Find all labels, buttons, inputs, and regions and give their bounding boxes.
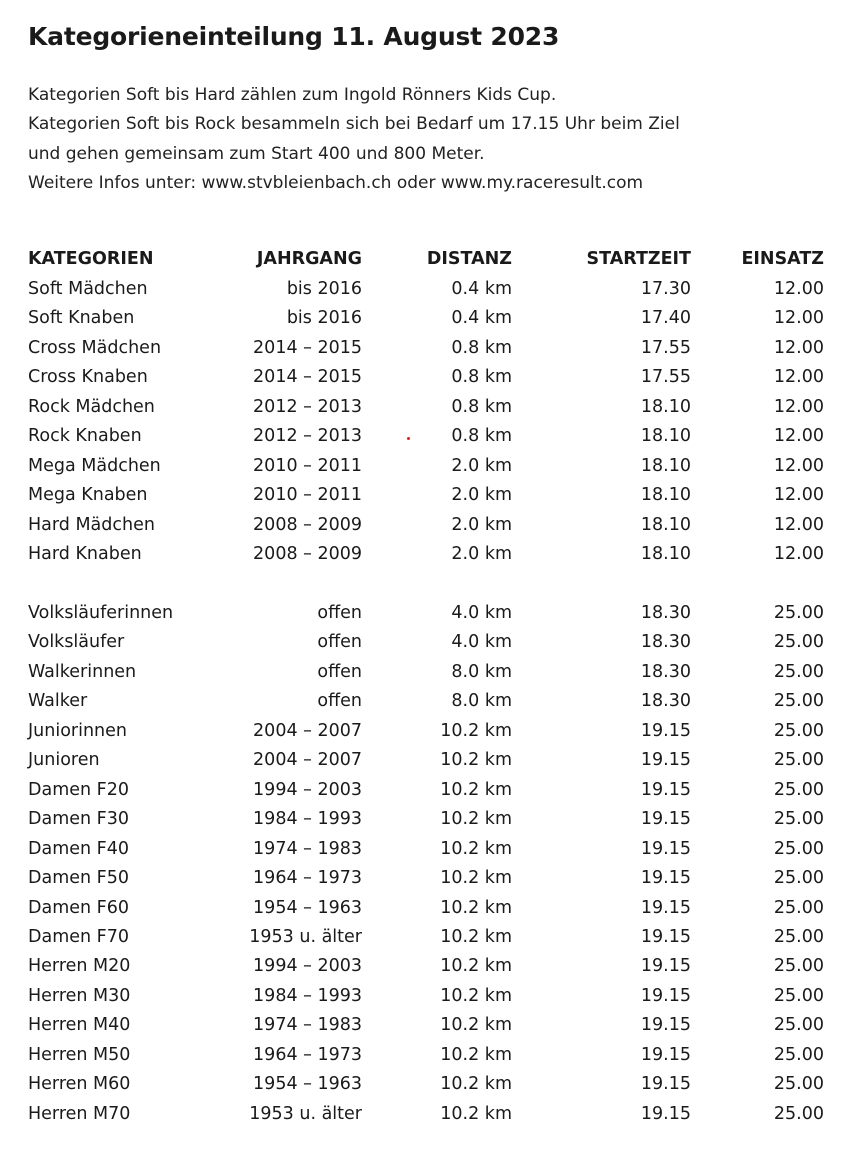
cell-distanz: 0.8 km	[451, 367, 512, 388]
cell-einsatz: 25.00	[773, 1074, 824, 1095]
cell-startzeit: 18.10	[640, 485, 691, 506]
adult-categories	[28, 599, 824, 1129]
cell-kategorie: Herren M30	[28, 985, 131, 1006]
cell-jahrgang: 2008 – 2009	[253, 544, 362, 565]
table-row	[28, 1100, 824, 1129]
header-kategorien: KATEGORIEN	[28, 249, 154, 269]
cell-jahrgang: 1964 – 1973	[253, 1044, 362, 1065]
table-row	[28, 923, 824, 952]
table-row	[28, 746, 824, 775]
header-startzeit: STARTZEIT	[586, 249, 691, 269]
cell-startzeit: 18.30	[640, 632, 691, 653]
table-row	[28, 540, 824, 569]
header-einsatz: EINSATZ	[741, 249, 824, 269]
cell-jahrgang: 2004 – 2007	[253, 720, 362, 741]
cell-einsatz: 25.00	[773, 1044, 824, 1065]
cell-startzeit: 19.15	[640, 750, 691, 771]
table-row	[28, 452, 824, 481]
cell-jahrgang: 2014 – 2015	[253, 337, 362, 358]
table-row	[28, 363, 824, 392]
cell-kategorie: Damen F60	[28, 897, 130, 918]
table-row	[28, 687, 824, 716]
table-row	[28, 628, 824, 657]
table-row	[28, 1011, 824, 1040]
cell-startzeit: 19.15	[640, 956, 691, 977]
cell-distanz: 0.8 km	[451, 426, 512, 447]
cell-startzeit: 19.15	[640, 1103, 691, 1124]
cell-kategorie: Herren M20	[28, 956, 131, 977]
cell-distanz: 10.2 km	[440, 750, 512, 771]
cell-startzeit: 19.15	[640, 779, 691, 800]
cell-distanz: 0.8 km	[451, 396, 512, 417]
cell-startzeit: 18.10	[640, 426, 691, 447]
cell-kategorie: Cross Knaben	[28, 367, 148, 388]
cell-kategorie: Rock Mädchen	[28, 396, 155, 417]
cell-startzeit: 19.15	[640, 868, 691, 889]
cell-distanz: 10.2 km	[440, 809, 512, 830]
cell-jahrgang: 2012 – 2013	[253, 396, 362, 417]
cell-einsatz: 12.00	[773, 426, 824, 447]
cell-jahrgang: 2014 – 2015	[253, 367, 362, 388]
cell-startzeit: 19.15	[640, 1044, 691, 1065]
header-distanz: DISTANZ	[426, 249, 512, 269]
cell-kategorie: Volksläuferinnen	[28, 603, 174, 624]
cell-distanz: 10.2 km	[440, 868, 512, 889]
cell-kategorie: Herren M70	[28, 1103, 131, 1124]
cell-jahrgang: offen	[317, 632, 362, 653]
cell-kategorie: Junioren	[28, 750, 100, 771]
intro-line: Kategorien Soft bis Rock besammeln sich bei Bedarf um 17.15 Uhr beim Ziel	[28, 114, 680, 135]
cell-distanz: 4.0 km	[451, 632, 512, 653]
cell-startzeit: 18.30	[640, 603, 691, 624]
table-row	[28, 952, 824, 981]
intro-line: Weitere Infos unter: www.stvbleienbach.ch oder www.my.raceresult.com	[28, 173, 644, 194]
section-spacer	[28, 570, 824, 600]
table-row	[28, 1041, 824, 1070]
cell-distanz: 10.2 km	[440, 1015, 512, 1036]
cell-distanz: 10.2 km	[440, 927, 512, 948]
cell-jahrgang: 1984 – 1993	[253, 809, 362, 830]
kids-categories	[28, 275, 824, 570]
cell-jahrgang: 1974 – 1983	[253, 838, 362, 859]
cell-jahrgang: 1953 u. älter	[249, 927, 362, 948]
cell-einsatz: 25.00	[773, 779, 824, 800]
cell-distanz: 10.2 km	[440, 1044, 512, 1065]
cell-distanz: 10.2 km	[440, 779, 512, 800]
cell-jahrgang: 1953 u. älter	[249, 1103, 362, 1124]
intro-line: Kategorien Soft bis Hard zählen zum Ingold Rönners Kids Cup.	[28, 85, 557, 105]
cell-einsatz: 12.00	[773, 485, 824, 506]
cell-jahrgang: 2004 – 2007	[253, 750, 362, 771]
cell-jahrgang: 1964 – 1973	[253, 868, 362, 889]
cell-startzeit: 18.10	[640, 544, 691, 565]
cell-einsatz: 12.00	[773, 455, 824, 476]
table-row	[28, 1070, 824, 1099]
cell-einsatz: 25.00	[773, 661, 824, 682]
table-row	[28, 481, 824, 510]
cell-jahrgang: 1954 – 1963	[253, 1074, 362, 1095]
cell-startzeit: 19.15	[640, 720, 691, 741]
header-jahrgang: JAHRGANG	[256, 249, 362, 269]
cell-einsatz: 25.00	[773, 691, 824, 712]
cell-jahrgang: offen	[317, 661, 362, 682]
cell-einsatz: 12.00	[773, 396, 824, 417]
cell-einsatz: 25.00	[773, 809, 824, 830]
cell-distanz: 4.0 km	[451, 603, 512, 624]
cell-distanz: 2.0 km	[451, 514, 512, 535]
cell-jahrgang: 1994 – 2003	[253, 779, 362, 800]
cell-einsatz: 25.00	[773, 985, 824, 1006]
category-table	[28, 244, 824, 1129]
cell-kategorie: Cross Mädchen	[28, 337, 162, 358]
cell-einsatz: 12.00	[773, 514, 824, 535]
cell-einsatz: 25.00	[773, 632, 824, 653]
cell-startzeit: 17.40	[640, 308, 691, 329]
cell-distanz: 10.2 km	[440, 1074, 512, 1095]
cell-jahrgang: 1994 – 2003	[253, 956, 362, 977]
cell-startzeit: 17.30	[640, 279, 691, 299]
cell-jahrgang: bis 2016	[286, 279, 362, 299]
table-row	[28, 422, 824, 451]
cell-einsatz: 12.00	[773, 308, 824, 329]
table-row	[28, 835, 824, 864]
cell-distanz: 8.0 km	[451, 661, 512, 682]
cell-einsatz: 12.00	[773, 544, 824, 565]
cell-einsatz: 25.00	[773, 720, 824, 741]
cell-einsatz: 25.00	[773, 1103, 824, 1124]
cell-startzeit: 19.15	[640, 809, 691, 830]
cell-startzeit: 19.15	[640, 1015, 691, 1036]
table-row	[28, 304, 824, 333]
cell-kategorie: Walker	[28, 691, 88, 712]
cell-startzeit: 18.10	[640, 396, 691, 417]
table-row	[28, 894, 824, 923]
cell-kategorie: Herren M40	[28, 1015, 131, 1036]
table-row	[28, 658, 824, 687]
cell-kategorie: Volksläufer	[28, 632, 125, 653]
cell-kategorie: Herren M60	[28, 1074, 131, 1095]
table-row	[28, 982, 824, 1011]
cell-jahrgang: 1954 – 1963	[253, 897, 362, 918]
cell-jahrgang: 2010 – 2011	[253, 485, 362, 506]
spacer-row	[28, 570, 824, 600]
cell-kategorie: Damen F30	[28, 809, 130, 830]
cell-jahrgang: bis 2016	[286, 308, 362, 329]
cell-kategorie: Mega Knaben	[28, 485, 148, 506]
cell-startzeit: 19.15	[640, 838, 691, 859]
cell-jahrgang: 1974 – 1983	[253, 1015, 362, 1036]
cell-einsatz: 25.00	[773, 956, 824, 977]
cell-startzeit: 19.15	[640, 985, 691, 1006]
cell-jahrgang: 2012 – 2013	[253, 426, 362, 447]
cell-einsatz: 12.00	[773, 367, 824, 388]
cell-kategorie: Damen F20	[28, 779, 130, 800]
cell-startzeit: 17.55	[640, 337, 691, 358]
cell-distanz: 10.2 km	[440, 720, 512, 741]
cell-kategorie: Damen F40	[28, 838, 130, 859]
table-row	[28, 511, 824, 540]
intro-text	[28, 81, 680, 199]
cell-einsatz: 12.00	[773, 337, 824, 358]
page-title: Kategorieneinteilung 11. August 2023	[28, 22, 560, 51]
cell-startzeit: 18.10	[640, 455, 691, 476]
table-row	[28, 805, 824, 834]
cell-kategorie: Herren M50	[28, 1044, 131, 1065]
cell-jahrgang: offen	[317, 603, 362, 624]
table-row	[28, 393, 824, 422]
cell-distanz: 0.4 km	[451, 279, 512, 299]
cell-einsatz: 25.00	[773, 897, 824, 918]
table-header-row	[28, 244, 824, 275]
cell-kategorie: Mega Mädchen	[28, 455, 161, 476]
cell-distanz: 2.0 km	[451, 485, 512, 506]
table-row	[28, 334, 824, 363]
table-row	[28, 599, 824, 628]
cell-jahrgang: 1984 – 1993	[253, 985, 362, 1006]
cell-distanz: 0.4 km	[451, 308, 512, 329]
cell-kategorie: Soft Mädchen	[28, 279, 148, 299]
cell-distanz: 10.2 km	[440, 897, 512, 918]
cell-distanz: 0.8 km	[451, 337, 512, 358]
cell-kategorie: Damen F70	[28, 927, 130, 948]
cell-jahrgang: 2008 – 2009	[253, 514, 362, 535]
cell-startzeit: 18.30	[640, 661, 691, 682]
cell-einsatz: 25.00	[773, 750, 824, 771]
cell-kategorie: Hard Mädchen	[28, 514, 155, 535]
intro-line: und gehen gemeinsam zum Start 400 und 800 Meter.	[28, 143, 485, 164]
cell-kategorie: Walkerinnen	[28, 661, 137, 682]
cell-einsatz: 25.00	[773, 868, 824, 889]
cell-kategorie: Damen F50	[28, 868, 130, 889]
table-row	[28, 864, 824, 893]
cell-distanz: 10.2 km	[440, 1103, 512, 1124]
cell-einsatz: 25.00	[773, 1015, 824, 1036]
cell-startzeit: 19.15	[640, 1074, 691, 1095]
cell-jahrgang: 2010 – 2011	[253, 455, 362, 476]
cell-kategorie: Rock Knaben	[28, 426, 142, 447]
cell-distanz: 2.0 km	[451, 455, 512, 476]
cell-distanz: 10.2 km	[440, 838, 512, 859]
cell-distanz: 10.2 km	[440, 956, 512, 977]
cell-kategorie: Hard Knaben	[28, 544, 142, 565]
cell-startzeit: 17.55	[640, 367, 691, 388]
cell-einsatz: 25.00	[773, 603, 824, 624]
cell-einsatz: 25.00	[773, 927, 824, 948]
cell-kategorie: Juniorinnen	[28, 720, 128, 741]
cell-distanz: 2.0 km	[451, 544, 512, 565]
cell-einsatz: 12.00	[773, 279, 824, 299]
table-row	[28, 275, 824, 304]
cell-kategorie: Soft Knaben	[28, 308, 135, 329]
table-row	[28, 776, 824, 805]
cell-distanz: 10.2 km	[440, 985, 512, 1006]
table-row	[28, 717, 824, 746]
cell-startzeit: 18.10	[640, 514, 691, 535]
cell-startzeit: 18.30	[640, 691, 691, 712]
cell-startzeit: 19.15	[640, 927, 691, 948]
cell-einsatz: 25.00	[773, 838, 824, 859]
cell-distanz: 8.0 km	[451, 691, 512, 712]
stray-mark	[407, 437, 410, 440]
cell-jahrgang: offen	[317, 691, 362, 712]
cell-startzeit: 19.15	[640, 897, 691, 918]
